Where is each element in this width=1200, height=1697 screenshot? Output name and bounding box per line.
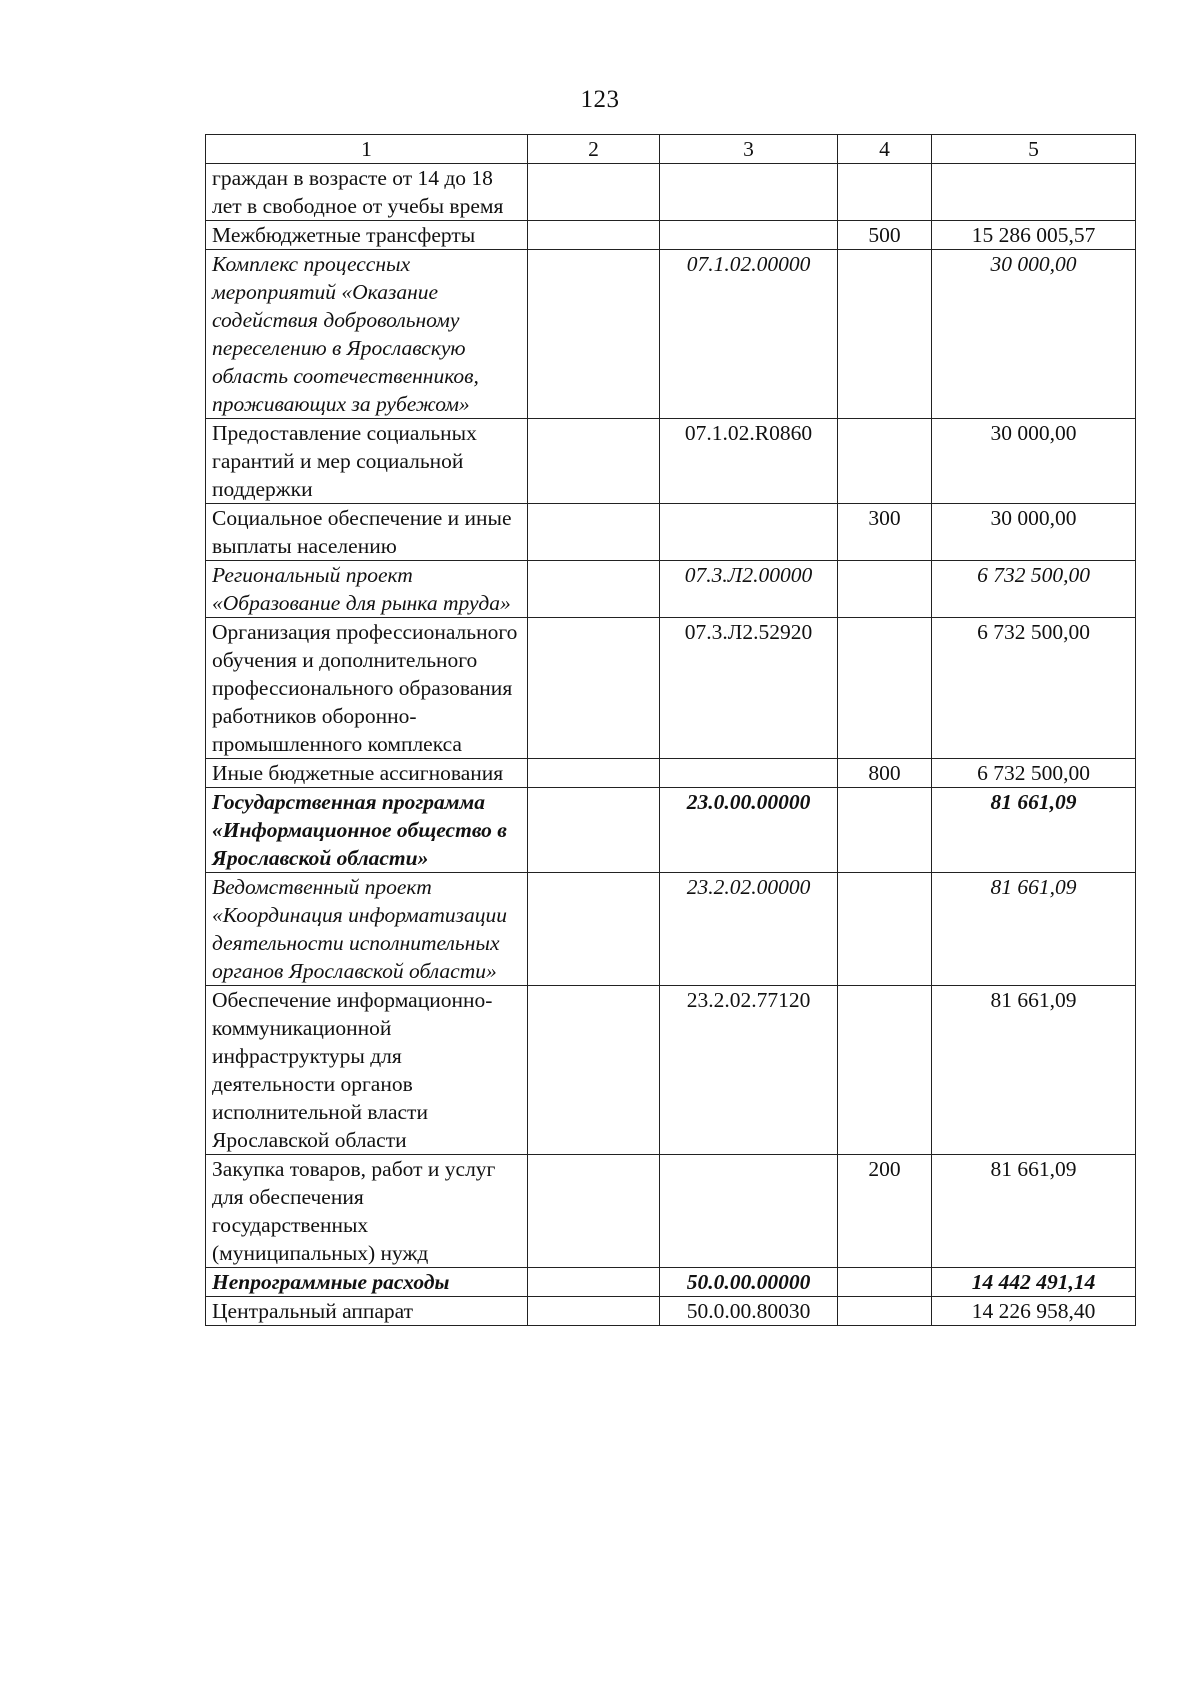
page-number: 123 xyxy=(580,86,620,113)
row-amount-cell: 30 000,00 xyxy=(932,419,1136,504)
row-amount-cell: 30 000,00 xyxy=(932,250,1136,419)
row-expense-type-cell: 500 xyxy=(838,221,932,250)
table-row xyxy=(206,164,1136,221)
row-expense-type-cell: 800 xyxy=(838,759,932,788)
row-col2-cell xyxy=(528,618,660,759)
row-name-cell: Государственная программа «Информационное общество в Ярославской области» xyxy=(206,788,528,873)
row-col2-cell xyxy=(528,1268,660,1297)
row-code-cell: 23.2.02.00000 xyxy=(660,873,838,986)
header-col-5: 5 xyxy=(932,135,1136,164)
row-code-cell xyxy=(660,504,838,561)
table-row xyxy=(206,250,1136,419)
row-expense-type-cell xyxy=(838,1268,932,1297)
row-col2-cell xyxy=(528,788,660,873)
row-col2-cell xyxy=(528,419,660,504)
table-row xyxy=(206,419,1136,504)
row-amount-cell: 81 661,09 xyxy=(932,1155,1136,1268)
row-col2-cell xyxy=(528,759,660,788)
row-name-cell: Ведомственный проект «Координация информатизации деятельности исполнительных органов Ярославской области» xyxy=(206,873,528,986)
row-amount-cell xyxy=(932,164,1136,221)
row-amount-cell: 15 286 005,57 xyxy=(932,221,1136,250)
table-row xyxy=(206,1155,1136,1268)
row-amount-cell: 6 732 500,00 xyxy=(932,759,1136,788)
row-amount-cell: 6 732 500,00 xyxy=(932,561,1136,618)
row-expense-type-cell: 200 xyxy=(838,1155,932,1268)
row-expense-type-cell xyxy=(838,986,932,1155)
header-col-1: 1 xyxy=(206,135,528,164)
row-expense-type-cell xyxy=(838,561,932,618)
row-name-cell: Центральный аппарат xyxy=(206,1297,528,1326)
row-amount-cell: 6 732 500,00 xyxy=(932,618,1136,759)
header-col-2: 2 xyxy=(528,135,660,164)
table-body xyxy=(206,164,1136,1326)
row-name-cell: Региональный проект «Образование для рынка труда» xyxy=(206,561,528,618)
row-name-cell: Иные бюджетные ассигнования xyxy=(206,759,528,788)
row-name-cell: Предоставление социальных гарантий и мер социальной поддержки xyxy=(206,419,528,504)
table-row xyxy=(206,561,1136,618)
table-row xyxy=(206,618,1136,759)
row-amount-cell: 81 661,09 xyxy=(932,873,1136,986)
row-code-cell: 23.2.02.77120 xyxy=(660,986,838,1155)
row-code-cell: 07.3.Л2.00000 xyxy=(660,561,838,618)
row-col2-cell xyxy=(528,561,660,618)
row-code-cell xyxy=(660,759,838,788)
row-expense-type-cell: 300 xyxy=(838,504,932,561)
row-col2-cell xyxy=(528,873,660,986)
header-row xyxy=(206,135,1136,164)
row-amount-cell: 81 661,09 xyxy=(932,788,1136,873)
row-expense-type-cell xyxy=(838,164,932,221)
row-expense-type-cell xyxy=(838,250,932,419)
header-col-4: 4 xyxy=(838,135,932,164)
table-row xyxy=(206,221,1136,250)
row-col2-cell xyxy=(528,986,660,1155)
table-row xyxy=(206,759,1136,788)
row-expense-type-cell xyxy=(838,873,932,986)
table-row xyxy=(206,986,1136,1155)
row-expense-type-cell xyxy=(838,788,932,873)
row-code-cell xyxy=(660,164,838,221)
row-amount-cell: 14 226 958,40 xyxy=(932,1297,1136,1326)
header-col-3: 3 xyxy=(660,135,838,164)
table-row xyxy=(206,1297,1136,1326)
row-name-cell: Закупка товаров, работ и услуг для обеспечения государственных (муниципальных) нужд xyxy=(206,1155,528,1268)
row-code-cell xyxy=(660,1155,838,1268)
row-name-cell: Комплекс процессных мероприятий «Оказание содействия добровольному переселению в Ярославскую область соотечественников, проживающих за рубежом» xyxy=(206,250,528,419)
row-expense-type-cell xyxy=(838,1297,932,1326)
row-code-cell: 07.1.02.R0860 xyxy=(660,419,838,504)
table-header xyxy=(206,135,1136,164)
row-col2-cell xyxy=(528,504,660,561)
row-name-cell: Организация профессионального обучения и дополнительного профессионального образования работников оборонно-промышленного комплекса xyxy=(206,618,528,759)
row-amount-cell: 14 442 491,14 xyxy=(932,1268,1136,1297)
table-row xyxy=(206,1268,1136,1297)
row-code-cell: 50.0.00.00000 xyxy=(660,1268,838,1297)
row-col2-cell xyxy=(528,1297,660,1326)
row-expense-type-cell xyxy=(838,618,932,759)
row-code-cell: 07.1.02.00000 xyxy=(660,250,838,419)
row-expense-type-cell xyxy=(838,419,932,504)
row-col2-cell xyxy=(528,221,660,250)
row-code-cell: 50.0.00.80030 xyxy=(660,1297,838,1326)
row-amount-cell: 30 000,00 xyxy=(932,504,1136,561)
row-name-cell: граждан в возрасте от 14 до 18 лет в свободное от учебы время xyxy=(206,164,528,221)
table-row xyxy=(206,504,1136,561)
row-col2-cell xyxy=(528,1155,660,1268)
table-row xyxy=(206,873,1136,986)
row-amount-cell: 81 661,09 xyxy=(932,986,1136,1155)
row-col2-cell xyxy=(528,250,660,419)
row-name-cell: Межбюджетные трансферты xyxy=(206,221,528,250)
row-code-cell xyxy=(660,221,838,250)
table-row xyxy=(206,788,1136,873)
row-code-cell: 23.0.00.00000 xyxy=(660,788,838,873)
row-code-cell: 07.3.Л2.52920 xyxy=(660,618,838,759)
row-name-cell: Непрограммные расходы xyxy=(206,1268,528,1297)
row-name-cell: Социальное обеспечение и иные выплаты населению xyxy=(206,504,528,561)
budget-table xyxy=(205,134,1136,1326)
row-name-cell: Обеспечение информационно-коммуникационной инфраструктуры для деятельности органов исполнительной власти Ярославской области xyxy=(206,986,528,1155)
row-col2-cell xyxy=(528,164,660,221)
